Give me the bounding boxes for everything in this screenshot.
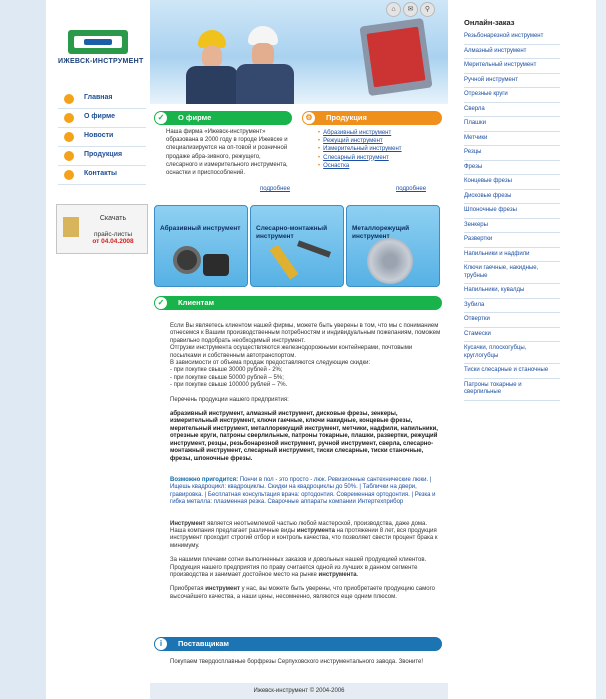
order-link[interactable]: Зубила — [464, 299, 560, 314]
suppliers-title: Поставщикам — [178, 639, 229, 648]
logo-text: ИЖЕВСК-ИНСТРУМЕНТ — [58, 58, 144, 65]
document-icon — [63, 217, 79, 237]
product-list: абразивный инструмент, алмазный инструмент, дисковые фрезы, зенкеры, измерительный инструмент, ключи гаечные, ключи накидные, концевые фрезы, мерительный инструмент, металлорежущий инструмент, метчики, надфили, напильники, отрезные круги, патроны сверлильные, патроны токарные, плашки, развертки, режущий инструмент, резцы, резьбонарезной инструмент, ручной инструмент, сверла, слесарно-монтажный инструмент, слесарный инструмент, тиски слесарные, тиски станочные, фрезы, шпоночные фрезы. — [170, 411, 438, 462]
right-column — [458, 0, 596, 699]
abrasive-block-icon — [203, 254, 229, 276]
header-banner — [150, 0, 448, 104]
product-link[interactable]: • Измерительный инструмент — [318, 145, 446, 153]
order-link[interactable]: Отвертки — [464, 313, 560, 328]
about-text: Наша фирма «Ижевск-инструмент» образована в 2000 году в городе Ижевске и специализируется на оп-товой и розничной продаже абра-зивного, режущего, слесарного и измерительного инструмента, оснастки и приспособлений. — [166, 129, 288, 177]
nav-item-news[interactable] — [58, 128, 146, 147]
clients-paragraph: Отгрузки инструмента осуществляются железнодорожными контейнерами, почтовыми посылками и собственным автотранспортом. — [170, 345, 413, 359]
tool-paragraph — [170, 521, 442, 551]
nav-item-products[interactable] — [58, 147, 146, 166]
tool-text: За нашими плечами сотни выполненных заказов и довольных нашей продукцией клиентов. Продукция нашего предприятия по праву считается одной из лучших в данном сегменте производства и занимает достойное место на рынке — [170, 557, 427, 578]
price-list-download[interactable] — [56, 204, 148, 254]
home-icon[interactable]: ⌂ — [386, 2, 401, 17]
product-list-title: Перечень продукции нашего предприятия: — [170, 396, 289, 403]
product-link[interactable]: • Оснастка — [318, 162, 446, 170]
useful-label: Возможно пригодится: — [170, 476, 239, 483]
wrench-icon — [297, 240, 331, 257]
gear-icon: ⚙ — [303, 112, 315, 124]
discount-line: - при покупке свыше 30000 рублей - 2%; — [170, 367, 283, 374]
tool-text: на протяжении 8 лет, вся продукция инструмент проходит строгий отбор и контроль качества, что позволяет свести процент брака к минимуму. — [170, 527, 438, 549]
products-icon — [64, 151, 74, 161]
worker-face — [202, 46, 222, 68]
check-icon: ✓ — [155, 112, 167, 124]
useful-text[interactable]: Пончи в пол - это просто - люк. Ревизионные сантехнические люки. | Ищешь квадроцикл: квадроциклы. Скидки на квадроциклы до 50%. | Таблички на двери, гравировка. | Бесплатная консультация врача: ортодонтия. Современная ортодонтия. | Резка и гибка металла: плазменная резка. Сварочные аппараты компании Интертехприбор — [170, 476, 436, 506]
home-icon — [64, 94, 74, 104]
product-link[interactable]: • Режущий инструмент — [318, 137, 446, 145]
worker-suit — [186, 66, 238, 104]
tile-abrasive[interactable] — [154, 205, 248, 287]
order-link[interactable]: Метчики — [464, 132, 560, 147]
price-line1: Скачать — [99, 215, 127, 222]
price-title — [83, 215, 143, 222]
nav-item-contacts[interactable] — [58, 166, 146, 185]
suppliers-text: Покупаем твердосплавные борфрезы Серпуховского инструментального завода. Звоните! — [170, 659, 424, 665]
nav-label: Контакты — [84, 170, 118, 177]
info-icon: i — [155, 638, 167, 650]
check-icon: ✓ — [155, 297, 167, 309]
order-link[interactable]: Кусачки, плоскогубцы, круглогубцы — [464, 342, 560, 364]
order-link[interactable]: Отрезные круги — [464, 88, 560, 103]
products-title: Продукция — [326, 113, 367, 122]
main-nav — [58, 90, 146, 185]
order-link[interactable]: Зенкеры — [464, 219, 560, 234]
order-link[interactable]: Плашки — [464, 117, 560, 132]
mail-icon[interactable]: ✉ — [403, 2, 418, 17]
left-background — [0, 0, 46, 699]
order-link[interactable]: Резьбонарезной инструмент — [464, 30, 560, 45]
products-list — [318, 129, 446, 170]
tool-keyword: инструмента — [318, 571, 357, 578]
right-background — [596, 0, 606, 699]
suppliers-content — [170, 659, 442, 666]
news-icon — [64, 132, 74, 142]
about-more-link[interactable]: подробнее — [260, 186, 291, 192]
info-icon — [64, 113, 74, 123]
tile-label: Слесарно-монтажный инструмент — [256, 225, 328, 240]
center-column — [150, 0, 448, 699]
tile-label: Абразивный инструмент — [160, 225, 241, 232]
about-title: О фирме — [178, 113, 212, 122]
order-link[interactable]: Мерительный инструмент — [464, 59, 560, 74]
tool-paragraph — [170, 586, 442, 601]
order-link[interactable]: Ключи гаечные, накидные, трубные — [464, 262, 560, 284]
order-link[interactable]: Сверла — [464, 103, 560, 118]
tool-text: Приобретая — [170, 586, 204, 593]
nav-label: Продукция — [84, 151, 123, 158]
order-link[interactable]: Резцы — [464, 146, 560, 161]
clients-title: Клиентам — [178, 298, 215, 307]
tool-keyword: Инструмент — [170, 520, 206, 527]
logo-mark-icon — [68, 30, 128, 54]
discount-line: - при покупке свыше 50000 рублей – 5%; — [170, 374, 284, 381]
clients-paragraph: Если Вы являетесь клиентом нашей фирмы, можете быть уверены в том, что мы с пониманием отнесемся к Вашим производственным потребностям и индивидуальным пожеланиям, поможем правильно подобрать необходимый инструмент. — [170, 323, 441, 344]
discount-line: - при покупке свыше 100000 рублей – 7%. — [170, 382, 288, 389]
products-more-link[interactable]: подробнее — [396, 186, 427, 192]
nav-label: Новости — [84, 132, 114, 139]
order-list — [464, 30, 560, 401]
abrasive-wheel-icon — [173, 246, 201, 274]
useful-links — [170, 477, 442, 507]
order-link[interactable]: Алмазный инструмент — [464, 45, 560, 60]
order-link[interactable]: Дисковые фрезы — [464, 190, 560, 205]
order-link[interactable]: Напильники, кувалды — [464, 284, 560, 299]
tool-text: у нас, вы можете быть уверены, что приобретаете продукцию самого высочайшего качества, а наши цены, несомненно, являются еще одним плюсом. — [170, 586, 435, 600]
saw-blade-icon — [367, 238, 413, 284]
nav-label: О фирме — [84, 113, 116, 120]
nav-label: Главная — [84, 94, 113, 101]
clients-paragraph: В зависимости от объема продаж предоставляются следующие скидки: — [170, 360, 371, 367]
order-link[interactable]: Ручной инструмент — [464, 74, 560, 89]
order-link[interactable]: Напильники и надфили — [464, 248, 560, 263]
products-header — [302, 111, 442, 125]
order-title: Онлайн-заказ — [464, 18, 515, 27]
tool-text: является неотъемлемой частью любой мастерской, производства, даже дома. Наша компания предлагает различные виды — [170, 520, 428, 534]
suppliers-header — [154, 637, 442, 651]
search-icon[interactable]: ⚲ — [420, 2, 435, 17]
worker-suit — [236, 64, 294, 104]
price-line2: прайс-листы — [93, 231, 133, 238]
tool-paragraph: За нашими плечами сотни выполненных заказов и довольных нашей продукцией клиентов. Продукция нашего предприятия по праву считается одной из лучших в данном сегменте производства и занимает достойное место на рынке инструмента. — [170, 557, 427, 578]
contacts-icon — [64, 170, 74, 180]
tile-label: Металлорежущий инструмент — [352, 225, 410, 240]
order-link[interactable]: Концевые фрезы — [464, 175, 560, 190]
order-link[interactable]: Тиски слесарные и станочные — [464, 364, 560, 379]
product-link[interactable]: • Абразивный инструмент — [318, 129, 446, 137]
nav-item-home[interactable] — [58, 90, 146, 109]
nav-item-about[interactable] — [58, 109, 146, 128]
price-date: от 04.04.2008 — [92, 238, 134, 245]
order-link[interactable]: Фрезы — [464, 161, 560, 176]
clients-header — [154, 296, 442, 310]
tile-locksmith[interactable] — [250, 205, 344, 287]
clients-content — [170, 323, 442, 601]
order-link[interactable]: Шпоночные фрезы — [464, 204, 560, 219]
toolbox-image — [359, 18, 432, 96]
tile-metalcutting[interactable] — [346, 205, 440, 287]
hammer-handle-icon — [270, 244, 299, 279]
order-link[interactable]: Стамески — [464, 328, 560, 343]
tool-keyword: инструмента — [296, 527, 335, 534]
tool-keyword: инструмент — [205, 586, 240, 593]
order-link[interactable]: Патроны токарные и сверлильные — [464, 379, 560, 401]
product-link[interactable]: • Слесарный инструмент — [318, 154, 446, 162]
order-link[interactable]: Развертки — [464, 233, 560, 248]
price-subtitle — [81, 231, 145, 245]
footer: Ижевск-инструмент © 2004-2006 — [150, 683, 448, 699]
about-header — [154, 111, 292, 125]
